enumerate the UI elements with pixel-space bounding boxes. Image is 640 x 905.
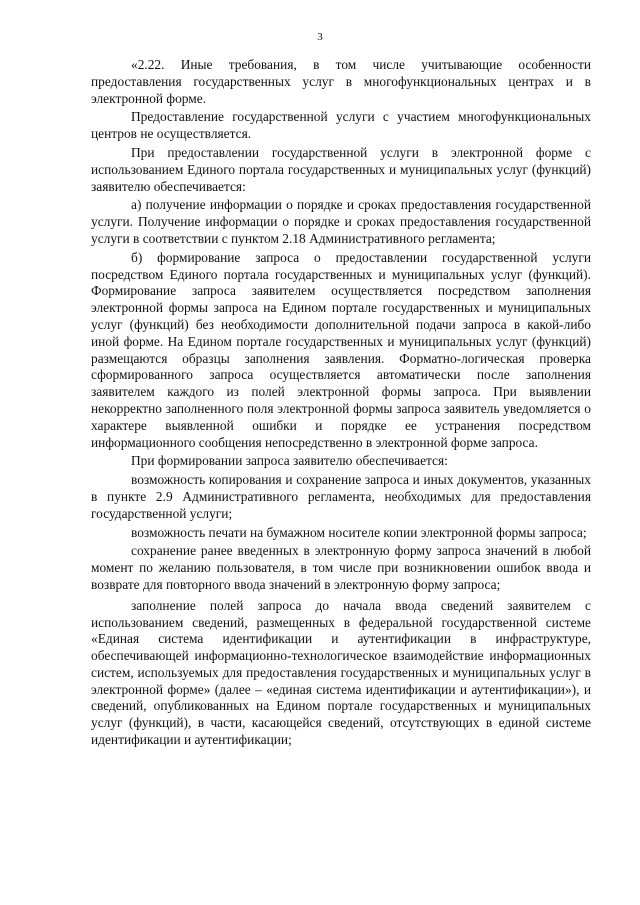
paragraph-section-2-22: «2.22. Иные требования, в том числе учитывающие особенности предоставления государственных услуг в многофункциональных центрах и в электронной форме. — [91, 57, 591, 106]
paragraph-electronic-provision: При предоставлении государственной услуги в электронной форме с использованием Единого портала государственных и муниципальных услуг (функций) заявителю обеспечивается: — [91, 144, 591, 194]
paragraph-item-b: б) формирование запроса о предоставлении государственной услуги посредством Единого портала государственных и муниципальных услуг (функций). Формирование запроса заявителем осуществляется посредством заполнения электронной формы запроса на Едином портале государственных и муниципальных услуг (функций) без необходимости дополнительной подачи запроса в какой-либо иной форме. На Едином портале государственных и муниципальных услуг (функций) размещаются образцы заполнения заявления. Форматно-логическая проверка сформированного запроса осуществляется автоматически после заполнения заявителем каждого из полей электронной формы запроса. При выявлении некорректно заполненного поля электронной формы запроса заявитель уведомляется о характере выявленной ошибки и порядке ее устранения посредством информационного сообщения непосредственно в электронной форме запроса. — [91, 249, 591, 450]
paragraph-mfc-not-used: Предоставление государственной услуги с участием многофункциональных центров не осуществляется. — [91, 109, 591, 142]
paragraph-save-values: сохранение ранее введенных в электронную форму запроса значений в любой момент по желанию пользователя, в том числе при возникновении ошибок ввода и возврате для повторного ввода значений в электронную форму запроса; — [91, 543, 591, 592]
paragraph-request-forming: При формировании запроса заявителю обеспечивается: — [131, 453, 448, 469]
document-body — [91, 57, 591, 751]
paragraph-copy-save: возможность копирования и сохранение запроса и иных документов, указанных в пункте 2.9 Административного регламента, необходимых для предоставления государственной услуги; — [91, 472, 591, 521]
paragraph-prefill-fields: заполнение полей запроса до начала ввода сведений заявителем с использованием сведений, размещенных в федеральной государственной системе «Единая система идентификации и аутентификации в инфраструктуре, обеспечивающей информационно-технологическое взаимодействие информационных систем, используемых для предоставления государственных и муниципальных услуг в электронной форме» (далее – «единая система идентификации и аутентификации»), и сведений, опубликованных на Едином портале государственных и муниципальных услуг (функций), в части, касающейся сведений, отсутствующих в единой системе идентификации и аутентификации; — [91, 597, 591, 748]
paragraph-item-a: а) получение информации о порядке и сроках предоставления государственной услуги. Получение информации о порядке и сроках предоставления государственной услуги в соответствии с пунктом 2.18 Административного регламента; — [91, 197, 591, 246]
paragraph-print: возможность печати на бумажном носителе копии электронной формы запроса; — [131, 524, 587, 540]
page-number: 3 — [317, 31, 323, 43]
